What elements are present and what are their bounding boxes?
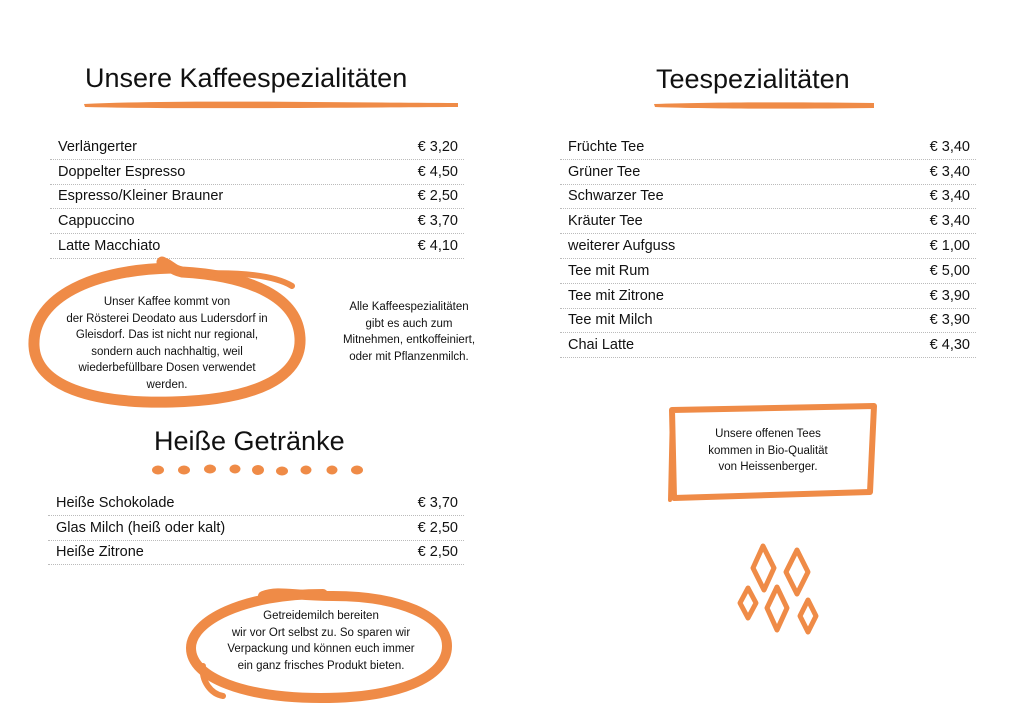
menu-row: [560, 333, 976, 358]
item-name: Heiße Schokolade: [56, 494, 175, 511]
note-line: Alle Kaffeespezialitäten: [349, 301, 469, 313]
tea-menu: [560, 135, 976, 358]
hot-drinks-menu: [48, 491, 464, 565]
menu-row: [560, 309, 976, 334]
item-name: weiterer Aufguss: [568, 238, 676, 255]
note-line: oder mit Pflanzenmilch.: [349, 350, 469, 363]
item-name: Tee mit Zitrone: [568, 287, 664, 304]
brush-stroke-icon: [652, 99, 878, 111]
menu-row: [560, 259, 976, 284]
item-price: € 3,70: [417, 213, 458, 230]
note-line: Unser Kaffee kommt von: [103, 296, 231, 308]
item-name: Schwarzer Tee: [568, 188, 664, 205]
grain-milk-note: [206, 608, 436, 674]
item-price: € 1,00: [929, 238, 970, 255]
note-line: wiederbefüllbare Dosen verwendet: [78, 362, 256, 374]
note-line: gibt es auch zum: [365, 317, 453, 330]
note-line: Mitnehmen, entkoffeiniert,: [342, 334, 476, 346]
note-line: sondern auch nachhaltig, weil: [91, 345, 243, 358]
note-line: wir vor Ort selbst zu. So sparen wir: [231, 626, 411, 639]
coffee-title: Unsere Kaffeespezialitäten: [85, 63, 408, 93]
item-name: Latte Macchiato: [58, 238, 161, 255]
roaster-note: [52, 294, 282, 393]
menu-row: [48, 491, 464, 516]
item-name: Espresso/Kleiner Brauner: [58, 188, 224, 205]
item-name: Früchte Tee: [568, 138, 645, 155]
item-price: € 3,40: [929, 188, 970, 205]
menu-row: [560, 160, 976, 185]
item-price: € 3,70: [417, 494, 458, 511]
item-price: € 5,00: [929, 262, 970, 279]
item-price: € 3,40: [929, 138, 970, 155]
item-name: Cappuccino: [58, 213, 135, 230]
note-line: Unsere offenen Tees: [715, 428, 821, 440]
note-line: ein ganz frisches Produkt bieten.: [237, 659, 405, 672]
item-price: € 3,90: [929, 312, 970, 329]
item-price: € 3,20: [417, 138, 458, 155]
item-name: Heiße Zitrone: [56, 544, 144, 561]
note-line: kommen in Bio-Qualität: [708, 444, 828, 457]
item-name: Verlängerter: [58, 138, 137, 155]
item-price: € 2,50: [417, 519, 458, 536]
item-name: Glas Milch (heiß oder kalt): [56, 519, 226, 536]
menu-row: [50, 135, 464, 160]
menu-row: [560, 234, 976, 259]
menu-row: [48, 541, 464, 566]
item-name: Kräuter Tee: [568, 213, 643, 230]
dot-row-icon: [150, 462, 370, 478]
item-name: Chai Latte: [568, 337, 635, 354]
item-price: € 3,90: [929, 287, 970, 304]
coffee-menu: [50, 135, 464, 259]
menu-row: [50, 234, 464, 259]
note-line: Getreidemilch bereiten: [263, 610, 379, 622]
item-price: € 4,50: [417, 163, 458, 180]
item-price: € 3,40: [929, 163, 970, 180]
menu-row: [50, 160, 464, 185]
note-line: werden.: [146, 378, 188, 391]
note-line: Verpackung und können euch immer: [227, 643, 415, 655]
item-name: Tee mit Milch: [568, 312, 653, 329]
menu-row: [560, 135, 976, 160]
note-line: von Heissenberger.: [718, 461, 818, 473]
variants-note: [327, 299, 491, 365]
item-price: € 2,50: [417, 188, 458, 205]
item-name: Tee mit Rum: [568, 262, 650, 279]
tea-title: Teespezialitäten: [656, 64, 850, 94]
item-price: € 2,50: [417, 544, 458, 561]
diamond-sparkles-icon: [735, 542, 825, 637]
item-price: € 3,40: [929, 213, 970, 230]
tea-supplier-note: [686, 426, 850, 476]
menu-row: [48, 516, 464, 541]
item-name: Doppelter Espresso: [58, 163, 186, 180]
brush-stroke-icon: [82, 98, 462, 110]
menu-row: [50, 209, 464, 234]
item-name: Grüner Tee: [568, 163, 641, 180]
menu-row: [560, 185, 976, 210]
menu-row: [50, 185, 464, 210]
note-line: der Rösterei Deodato aus Ludersdorf in: [66, 312, 268, 325]
item-price: € 4,10: [417, 238, 458, 255]
menu-row: [560, 209, 976, 234]
hot-drinks-title: Heiße Getränke: [154, 426, 345, 456]
note-line: Gleisdorf. Das ist nicht nur regional,: [75, 329, 259, 341]
menu-row: [560, 284, 976, 309]
item-price: € 4,30: [929, 337, 970, 354]
